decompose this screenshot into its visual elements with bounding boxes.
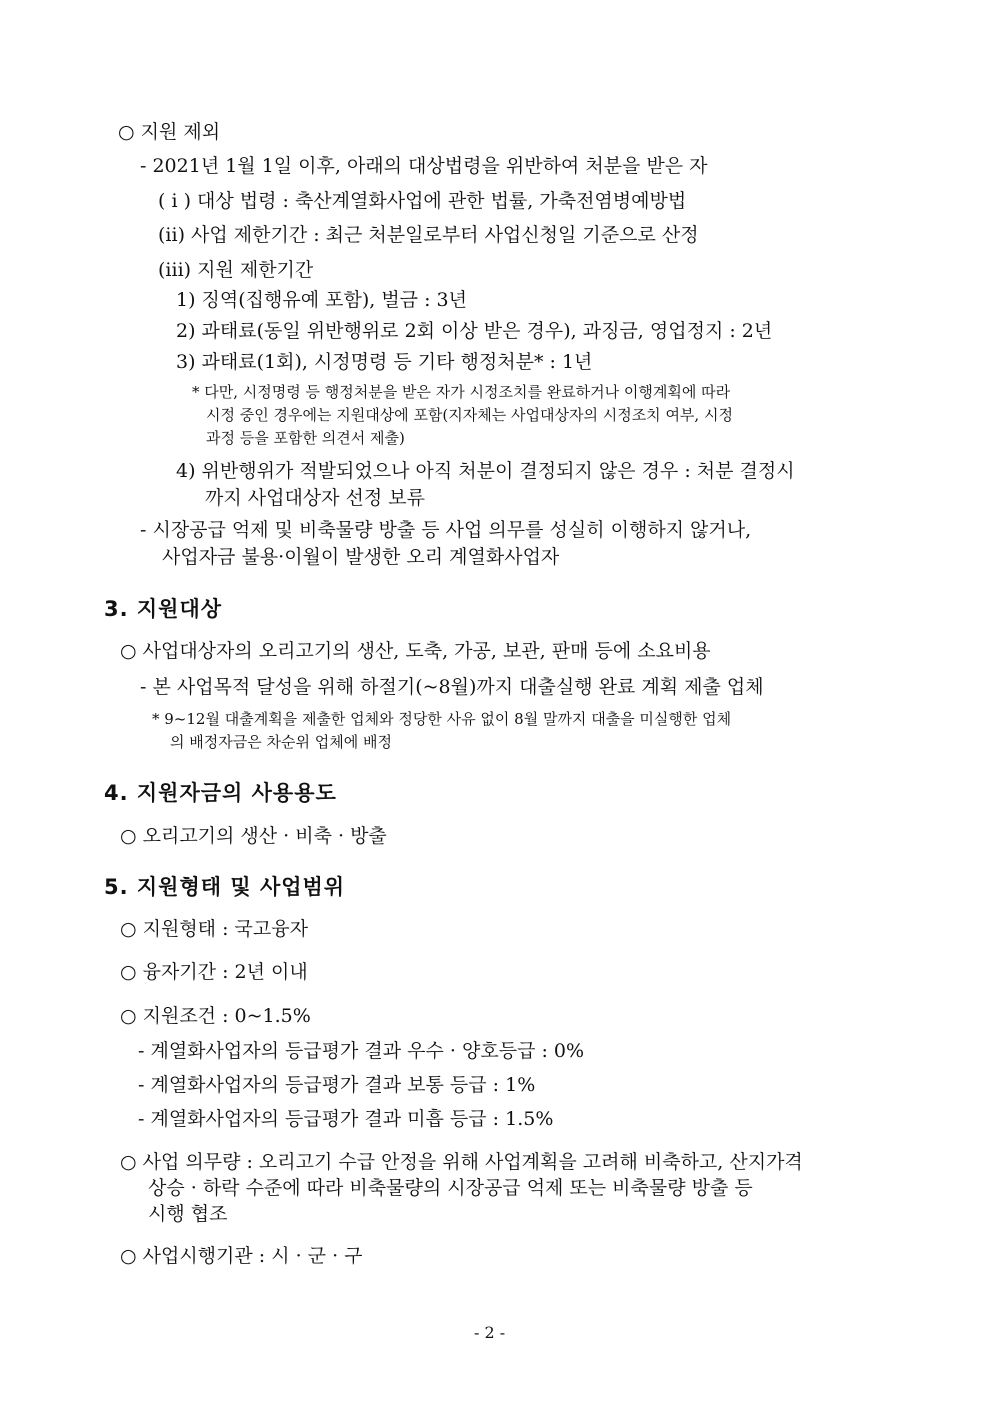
duty-line-2: 상승 · 하락 수준에 따라 비축물량의 시장공급 억제 또는 비축물량 방출 등 xyxy=(148,1177,753,1199)
section-3-bullet: ○ 사업대상자의 오리고기의 생산, 도축, 가공, 보관, 판매 등에 소요비용 xyxy=(120,640,711,662)
limit-item-2: 2) 과태료(동일 위반행위로 2회 이상 받은 경우), 과징금, 영업정지 : 2년 xyxy=(176,320,773,342)
section-3-note-line-2: 의 배정자금은 차순위 업체에 배정 xyxy=(170,733,392,751)
loan-period: ○ 융자기간 : 2년 이내 xyxy=(120,961,308,983)
exclusion-title: ○ 지원 제외 xyxy=(118,121,221,143)
limit-note-line-2: 시정 중인 경우에는 지원대상에 포함(지자체는 사업대상자의 시정조치 여부, 시정 xyxy=(206,406,733,424)
section-5-heading: 5. 지원형태 및 사업범위 xyxy=(104,875,346,899)
limit-item-4-line-1: 4) 위반행위가 적발되었으나 아직 처분이 결정되지 않은 경우 : 처분 결정시 xyxy=(176,460,795,482)
grade-poor: - 계열화사업자의 등급평가 결과 미흡 등급 : 1.5% xyxy=(138,1108,554,1130)
grade-excellent: - 계열화사업자의 등급평가 결과 우수 · 양호등급 : 0% xyxy=(138,1040,585,1062)
executing-agency: ○ 사업시행기관 : 시 · 군 · 구 xyxy=(120,1245,363,1267)
support-condition: ○ 지원조건 : 0~1.5% xyxy=(120,1005,311,1027)
section-3-dash: - 본 사업목적 달성을 위해 하절기(~8월)까지 대출실행 완료 계획 제출 업체 xyxy=(140,676,764,698)
section-3-note-line-1: * 9~12월 대출계획을 제출한 업체와 정당한 사유 없이 8월 말까지 대출을 미실행한 업체 xyxy=(152,710,732,728)
limit-note-line-1: * 다만, 시정명령 등 행정처분을 받은 자가 시정조치를 완료하거나 이행계획에 따라 xyxy=(192,383,731,401)
exclusion-sub-ii: (ii) 사업 제한기간 : 최근 처분일로부터 사업신청일 기준으로 산정 xyxy=(158,224,699,246)
duty-line-3: 시행 협조 xyxy=(148,1203,228,1225)
support-form: ○ 지원형태 : 국고융자 xyxy=(120,918,308,940)
limit-item-3: 3) 과태료(1회), 시정명령 등 기타 행정처분* : 1년 xyxy=(176,351,593,373)
grade-normal: - 계열화사업자의 등급평가 결과 보통 등급 : 1% xyxy=(138,1074,536,1096)
exclusion-sub-iii: (iii) 지원 제한기간 xyxy=(158,259,314,281)
duty-line-1: ○ 사업 의무량 : 오리고기 수급 안정을 위해 사업계획을 고려해 비축하고, 산지가격 xyxy=(120,1151,803,1173)
section-3-heading: 3. 지원대상 xyxy=(104,597,223,621)
exclusion-item-2-line-1: - 시장공급 억제 및 비축물량 방출 등 사업 의무를 성실히 이행하지 않거나, xyxy=(140,519,752,541)
section-4-bullet: ○ 오리고기의 생산 · 비축 · 방출 xyxy=(120,825,387,847)
limit-note-line-3: 과정 등을 포함한 의견서 제출) xyxy=(206,429,405,447)
page-number: - 2 - xyxy=(474,1323,506,1342)
section-4-heading: 4. 지원자금의 사용용도 xyxy=(104,781,337,805)
limit-item-4-line-2: 까지 사업대상자 선정 보류 xyxy=(205,487,426,509)
exclusion-sub-i: ( i ) 대상 법령 : 축산계열화사업에 관한 법률, 가축전염병예방법 xyxy=(158,190,687,212)
limit-item-1: 1) 징역(집행유예 포함), 벌금 : 3년 xyxy=(176,289,467,311)
exclusion-item-2-line-2: 사업자금 불용·이월이 발생한 오리 계열화사업자 xyxy=(162,546,560,568)
exclusion-item-1: - 2021년 1월 1일 이후, 아래의 대상법령을 위반하여 처분을 받은 자 xyxy=(140,155,708,177)
